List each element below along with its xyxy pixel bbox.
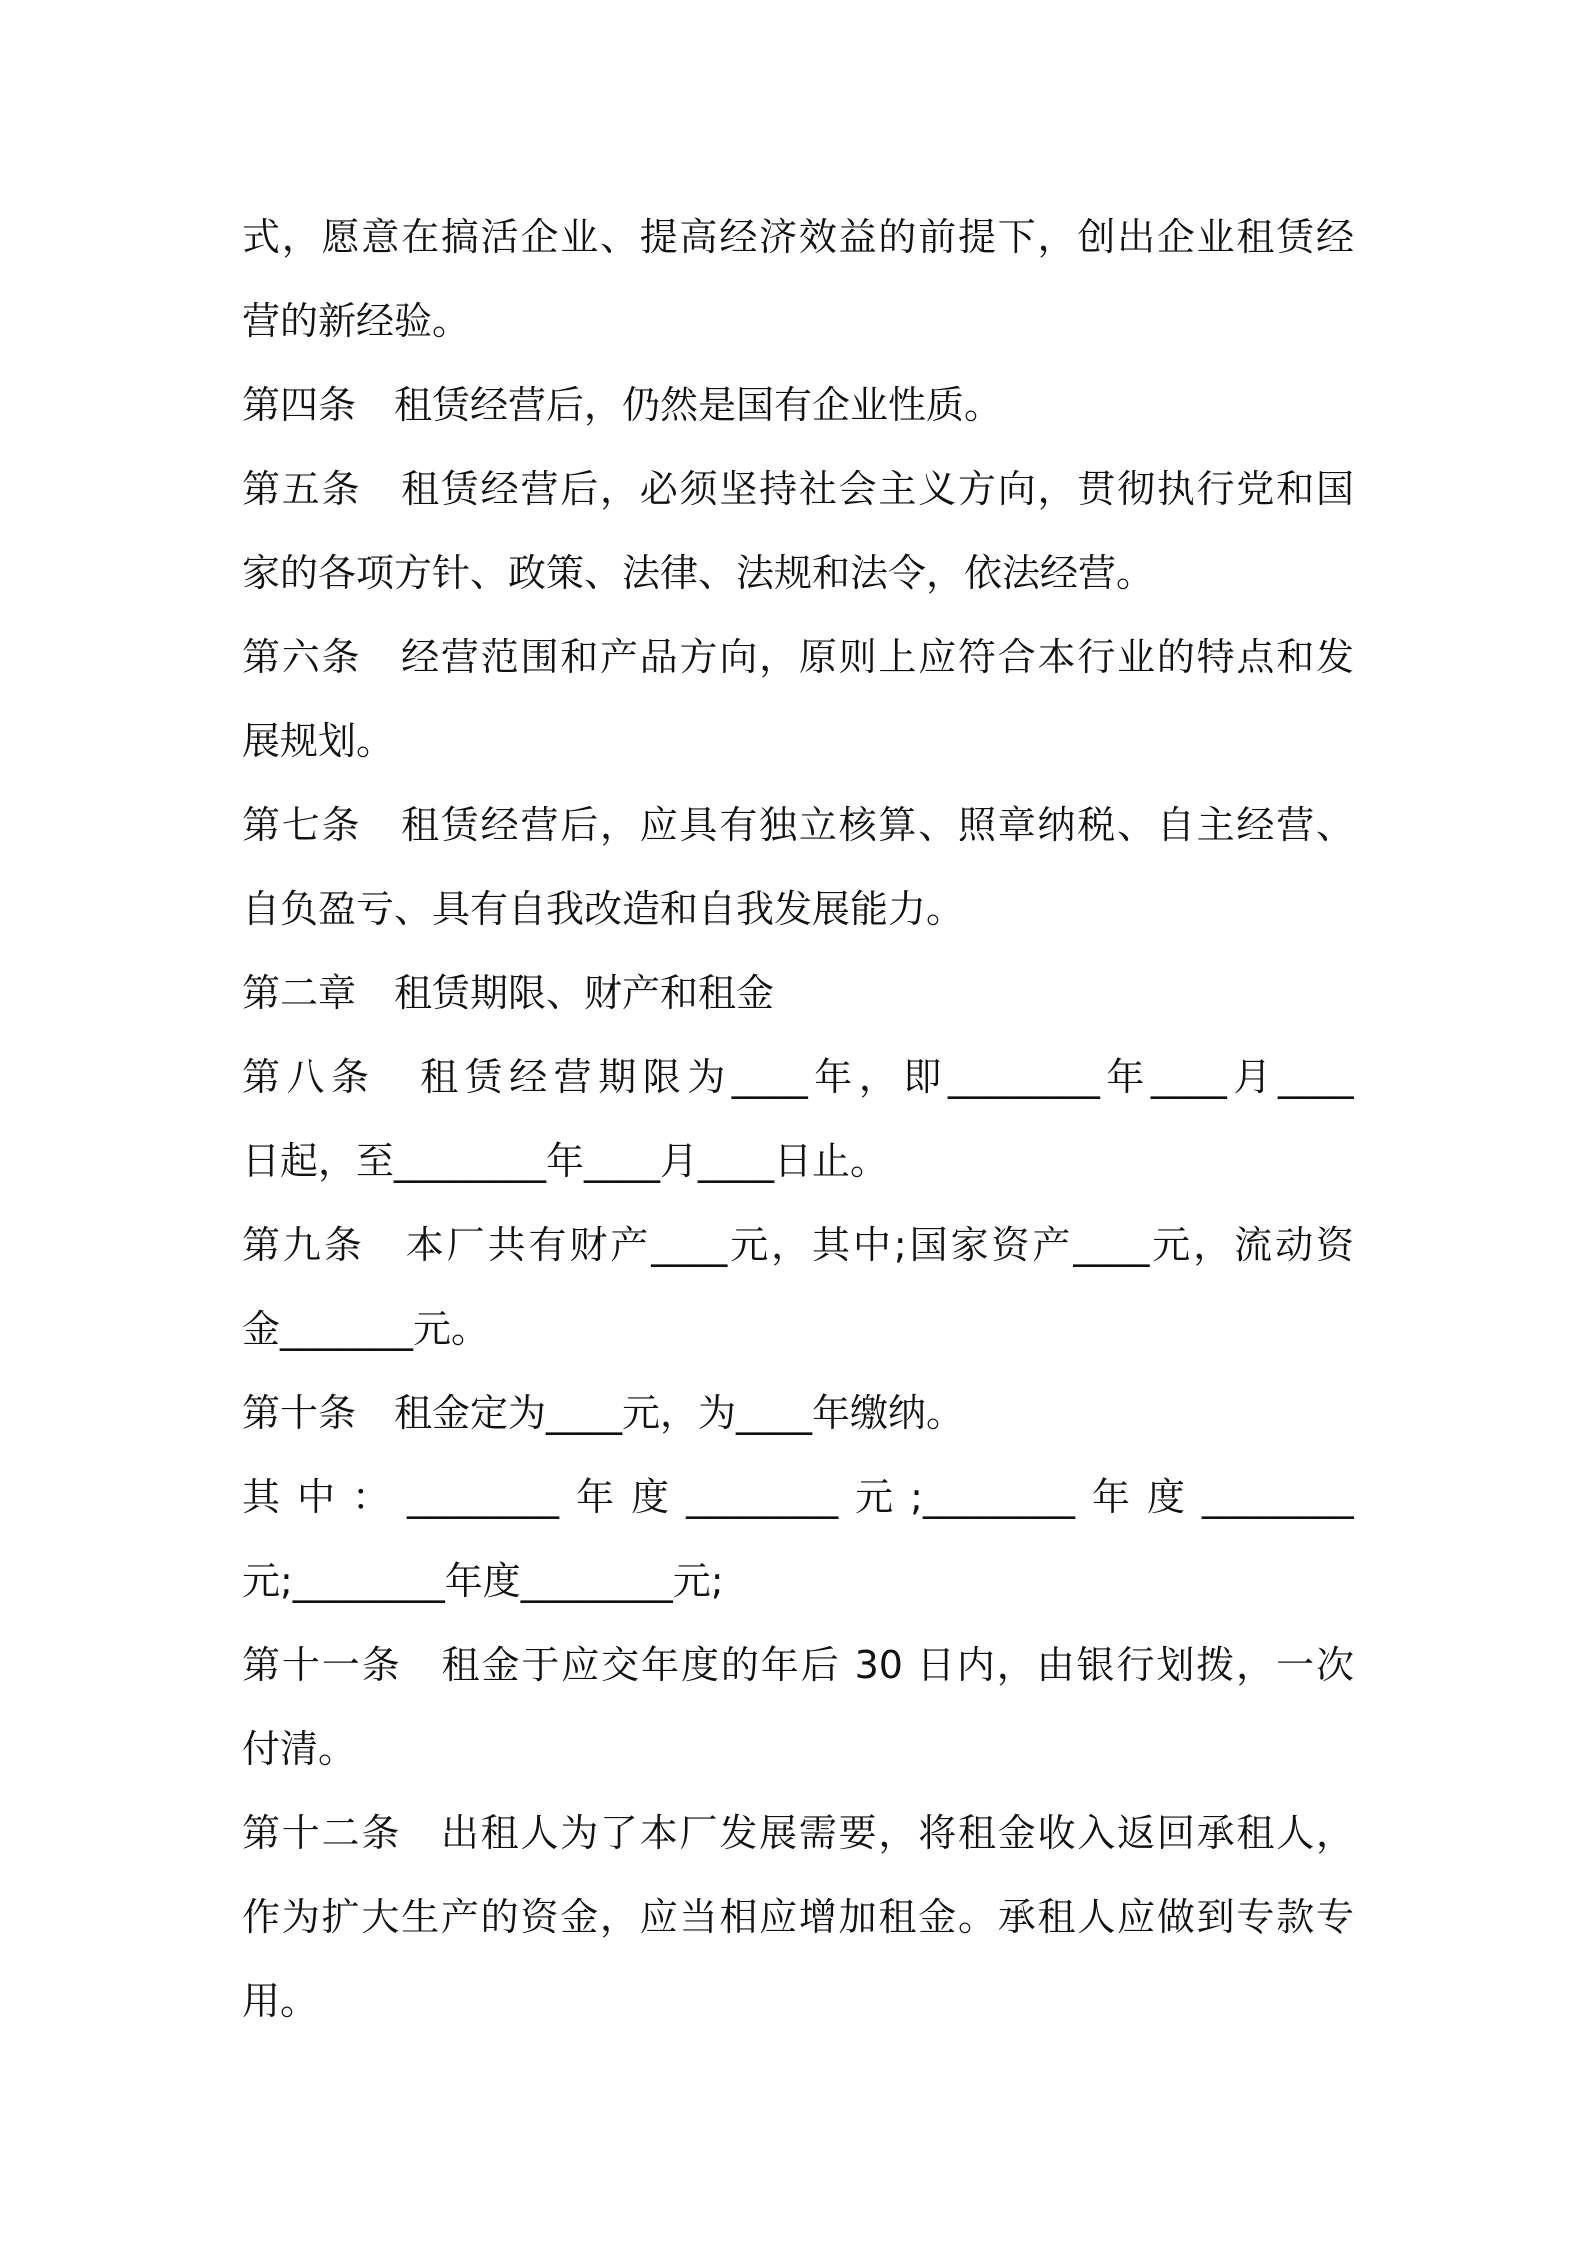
article-12-line-2: 作为扩大生产的资金，应当相应增加租金。承租人应做到专款专 <box>242 1895 1354 1939</box>
article-7-line-2: 自负盈亏、具有自我改造和自我发展能力。 <box>242 887 965 931</box>
article-5-line-2: 家的各项方针、政策、法律、法规和法令，依法经营。 <box>242 551 1155 595</box>
article-6-line-2: 展规划。 <box>242 719 395 763</box>
article-7-line-1: 第七条 租赁经营后，应具有独立核算、照章纳税、自主经营、 <box>242 803 1354 847</box>
article-4: 第四条 租赁经营后，仍然是国有企业性质。 <box>242 383 1003 427</box>
document-body <box>242 195 1354 2043</box>
article-11-line-1: 第十一条 租金于应交年度的年后 30 日内，由银行划拨，一次 <box>242 1643 1354 1687</box>
rent-breakdown-line-1: 其中：________年度________元;________年度________ <box>242 1475 1354 1519</box>
article-8-line-1: 第八条 租赁经营期限为____年，即________年____月____ <box>242 1055 1354 1099</box>
article-10: 第十条 租金定为____元，为____年缴纳。 <box>242 1391 965 1435</box>
article-9-line-2: 金_______元。 <box>242 1307 490 1351</box>
article-9-line-1: 第九条 本厂共有财产____元，其中;国家资产____元，流动资 <box>242 1223 1354 1267</box>
article-11-line-2: 付清。 <box>242 1727 357 1771</box>
article-8-line-2: 日起，至________年____月____日止。 <box>242 1139 889 1183</box>
article-12-line-3: 用。 <box>242 1979 319 2023</box>
text-line-1: 式，愿意在搞活企业、提高经济效益的前提下，创出企业租赁经 <box>242 215 1354 259</box>
rent-breakdown-line-2: 元;________年度________元; <box>242 1559 724 1603</box>
text-line-2: 营的新经验。 <box>242 299 471 343</box>
article-12-line-1: 第十二条 出租人为了本厂发展需要，将租金收入返回承租人， <box>242 1811 1354 1855</box>
article-6-line-1: 第六条 经营范围和产品方向，原则上应符合本行业的特点和发 <box>242 635 1354 679</box>
chapter-2-heading: 第二章 租赁期限、财产和租金 <box>242 971 775 1015</box>
article-5-line-1: 第五条 租赁经营后，必须坚持社会主义方向，贯彻执行党和国 <box>242 467 1354 511</box>
